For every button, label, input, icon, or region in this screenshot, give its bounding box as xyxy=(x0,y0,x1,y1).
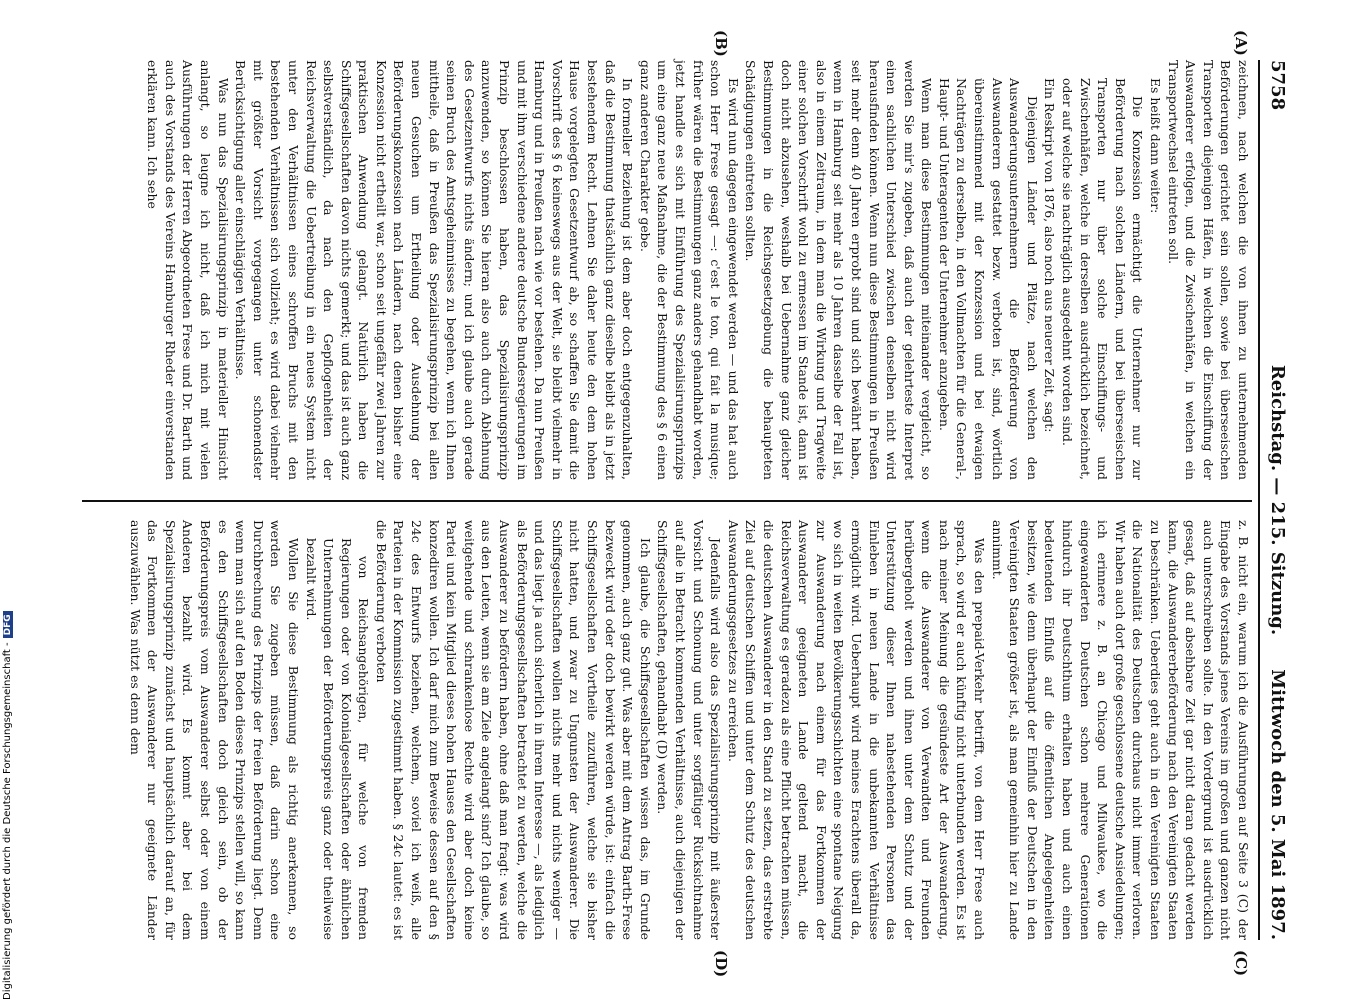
quoted-paragraph: Diejenigen Länder und Plätze, nach welchen den Auswanderungsunternehmern die Beförderung von Auswanderern gestattet bezw. verboten ist, sind, wörtlich übereinstimmend mit der Konzession und bei etwaigen Nachträgen zu derselben, in den Vollmachten für die General-, Haupt- und Unteragenten der Unternehmer anzugeben. xyxy=(936,78,1040,480)
paragraph: z. B. nicht ein, warum ich die Ausführungen auf Seite 3 (C) der Eingabe des Vorstands jenes Vereins im großen und ganzen nicht auch unterschreiben sollte. In den Vordergrund ist ausdrücklich gesagt, daß auf absehbare Zeit gar nicht daran gedacht werden kann, die Auswandererbeförderung nach den Vereinigten Staaten zu beschränken. Ueberdies geht auch in den Vereinigten Staaten die Nationalität des Deutschen durchaus nicht immer verloren. Wir haben auch dort große geschlossene deutsche Ansiedelungen; ich erinnere z. B. an Chicago und Milwaukee, wo die eingewanderten Deutschen schon mehrere Generationen hindurch ihr Deutschthum erhalten haben und auch einen bedeutenden Einfluß auf die öffentlichen Angelegenheiten besitzen, wie denn überhaupt der Einfluß der Deutschen in den Vereinigten Staaten größer ist, als man gemeinhin hier zu Lande annimmt. xyxy=(989,520,1251,940)
quoted-paragraph: von Reichsangehörigen, für welche von fremden Regierungen oder von Kolonialgesellschaften oder ähnlichen Unternehmungen der Beförderungspreis ganz oder theilweise bezahlt wird. xyxy=(303,538,372,940)
page-number: 5758 xyxy=(1267,60,1288,111)
paragraph: Es wird nun dagegen eingewendet werden — und das hat auch schon Herr Frese gesagt —: c'est le ton, qui fait la musique; früher wären die Bestimmungen ganz anders gehandhabt worden, jetzt handle es sich mit Einführung des Spezialisirungsprinzips um eine ganz neue Maßnahme, die der Bestimmung des § 6 einen ganz anderen Charakter gebe. xyxy=(637,60,741,480)
dfg-logo: DFG xyxy=(3,611,13,638)
quoted-paragraph: Die Konzession ermächtigt die Unternehmer nur zur Beförderung nach solchen Ländern, und bei überseeischen Transporten nur über solche Einschiffungs- und Zwischenhäfen, welche in derselben ausdrücklich bezeichnet, oder auf welche sie nachträglich ausgedehnt worden sind. xyxy=(1060,78,1146,480)
paragraph: Es heißt dann weiter: xyxy=(1148,78,1164,214)
right-column xyxy=(126,520,1252,940)
margin-marker-b: (B) xyxy=(712,30,730,57)
column-divider xyxy=(82,500,1252,502)
header-rule xyxy=(1258,60,1260,940)
paragraph: Wollen Sie diese Bestimmung als richtig anerkennen, so werden Sie zugeben müssen, daß darin schon eine Durchbrechung des Prinzips der freien Beförderung liegt. Denn wenn man sich auf den Boden dieses Prinzips stellen will, so kann es den Schiffsgesellschaften doch gleich sein, ob der Beförderungspreis vom Auswanderer selbst oder von einem Anderen bezahlt wird. Es kommt aber bei dem Spezialisirungsprinzip zunächst und hauptsächlich darauf an, für das Fortkommen der Auswanderer nur geeignete Länder auszuwählen. Was nützt es denn dem xyxy=(127,520,301,940)
credit-text: Digitalisierung gefördert durch die Deutsche Forschungsgemeinschaft - xyxy=(2,642,13,1000)
margin-marker-c: (C) xyxy=(1232,950,1250,977)
margin-marker-a: (A) xyxy=(1232,30,1250,56)
page-header xyxy=(1260,60,1290,940)
paragraph: zeichnen, nach welchen die von ihnen zu unternehmenden Beförderungen gerichtet sein sollen, sowie bei überseeischen Transporten diejenigen Häfen, in welchen die Einschiffung der Auswanderer erfolgen, und die Zwischenhäfen, in welchen ein Transportwechsel eintreten soll. xyxy=(1165,60,1251,480)
paragraph: Ein Reskript von 1876, also noch aus neuerer Zeit, sagt: xyxy=(1042,78,1058,433)
document-page xyxy=(65,30,1290,978)
running-title: Reichstag. — 215. Sitzung. xyxy=(1267,364,1288,636)
left-column xyxy=(144,60,1252,480)
digitization-credit xyxy=(2,0,13,1000)
paragraph: Ich glaube, die Schiffsgesellschaften wissen das, im Grunde genommen, auch ganz gut. Was aber mit dem Antrag Barth-Frese bezweckt wird oder doch bewirkt werden würde, ist: einfach die Schiffsgesellschaften Vortheile zuzuführen, welche sie bisher nicht hatten, und zwar zu Ungunsten der Auswanderer. Die Schiffsgesellschaften wollen nichts mehr und nichts weniger — und das liegt ja auch sicherlich in ihrem Interesse —, als lediglich als Beförderungsgesellschaften betrachtet zu werden, welche die Auswanderer zu befördern haben, ohne daß man fragt: was wird aus den Leuten, wenn sie am Ziele angelangt sind? Ich glaube, so weitgehende und schrankenlose Rechte wird aber doch keine Partei und kein Mitglied dieses hohen Hauses den Gesellschaften konzediren wollen. Ich darf mich zum Beweise dessen auf den § 24c des Entwurfs beziehen, welchem, soviel ich weiß, alle Parteien in der Kommission zugestimmt haben. § 24c lautet: es ist die Beförderung verboten xyxy=(373,520,653,940)
paragraph: Wenn man diese Bestimmungen miteinander vergleicht, so werden Sie mir's zugeben, daß auch der gelehrteste Interpret einen sachlichen Unterschied zwischen denselben nicht wird herausfinden können. Wenn nun diese Bestimmungen in Preußen seit mehr denn 40 Jahren erprobt sind und sich bewährt haben, wenn in Hamburg seit mehr als 10 Jahren dasselbe der Fall ist, also in einem Zeitraum, in dem man die Wirkung und Tragweite einer solchen Vorschrift wohl zu ermessen im Stande ist, dann ist doch nicht abzusehen, weshalb bei Uebernahme ganz gleicher Bestimmungen in die Reichsgesetzgebung die behaupteten Schädigungen eintreten sollten. xyxy=(743,60,935,480)
margin-marker-d: (D) xyxy=(712,950,730,978)
paragraph: Jedenfalls wird also das Spezialisirungsprinzip mit äußerster Vorsicht und Schonung und unter sorgfältiger Rücksichtnahme auf alle in Betracht kommenden Verhältnisse, auch diejenigen der Schiffsgesellschaften, gehandhabt (D) werden. xyxy=(655,520,724,940)
paragraph: In formeller Beziehung ist dem aber doch entgegenzuhalten, daß die Bestimmung thatsächlich ganz dieselbe bleibt als in jetzt bestehendem Recht. Lehnen Sie daher heute den dem hohen Hause vorgelegten Gesetzentwurf ab, so schaffen Sie damit die Vorschrift des § 6 keineswegs aus der Welt, sie bleibt vielmehr in Hamburg und in Preußen nach wie vor bestehen. Da nun Preußen und mit ihm verschiedene andere deutsche Bundesregierungen im Prinzip beschlossen haben, das Spezialisirungsprinzip anzuwenden, so können Sie hieran also auch durch Ablehnung des Gesetzentwurfs nichts ändern; und ich glaube auch gerade seinen Bruch des Amtsgeheimnisses zu begehen, wenn ich Ihnen mittheile, daß in Preußen das Spezialisirungsprinzip bei allen neuen Gesuchen um Ertheilung oder Ausdehnung der Beförderungskonzession nach Ländern, nach denen bisher eine Konzession nicht ertheilt war, schon seit ungefähr zwei Jahren zur praktischen Anwendung gelangt. Natürlich haben die Schiffsgesellschaften davon nichts gemerkt; und das ist auch ganz selbstverständlich, da nach den Gepflogenheiten der Reichsverwaltung die Uebertreibung in ein neues System nicht unter den Verhältnissen eines schroffen Bruchs mit den bestehenden Verhältnissen sich vollzieht; es wird dabei vielmehr mit größter Vorsicht vorgegangen unter schonendster Berücksichtigung aller einschlägigen Verhältnisse. xyxy=(233,60,636,480)
paragraph: Was den prepaid-Verkehr betrifft, von dem Herr Frese auch sprach, so wird er auch künftig nicht unterbunden werden. Es ist nach meiner Meinung die gesündeste Art der Auswanderung, wenn die Auswanderer von Verwandten und Freunden herübergeholt werden und ihnen unter dem Schutz und der Unterstützung dieser Ihnen nahestehenden Personen das Einleben in neuen Lande in die unbekannten Verhältnisse ermöglicht wird. Ueberhaupt wird meines Erachtens überall da, wo sich in weiten Bevölkerungsschichten eine spontane Neigung zur Auswanderung nach einem für das Fortkommen der Auswanderer geeigneten Lande geltend macht, die Reichsverwaltung es geradezu als eine Pflicht betrachten müssen, die deutschen Auswanderer in den Stand zu setzen, das erstrebte Ziel auf deutschen Schiffen und unter dem Schutz des deutschen Auswanderungsgesetzes zu erreichen. xyxy=(725,520,988,940)
session-date: Mittwoch den 5. Mai 1897. xyxy=(1267,669,1288,940)
paragraph: Was nun das Spezialisirungsprinzip in materieller Hinsicht anlangt, so leugne ich nicht, daß ich mich mit vielen Ausführungen der Herren Abgeordneten Frese und Dr. Barth und auch des Vorstands des Vereins Hamburger Rheder einverstanden erklären kann. Ich sehe xyxy=(145,60,231,480)
